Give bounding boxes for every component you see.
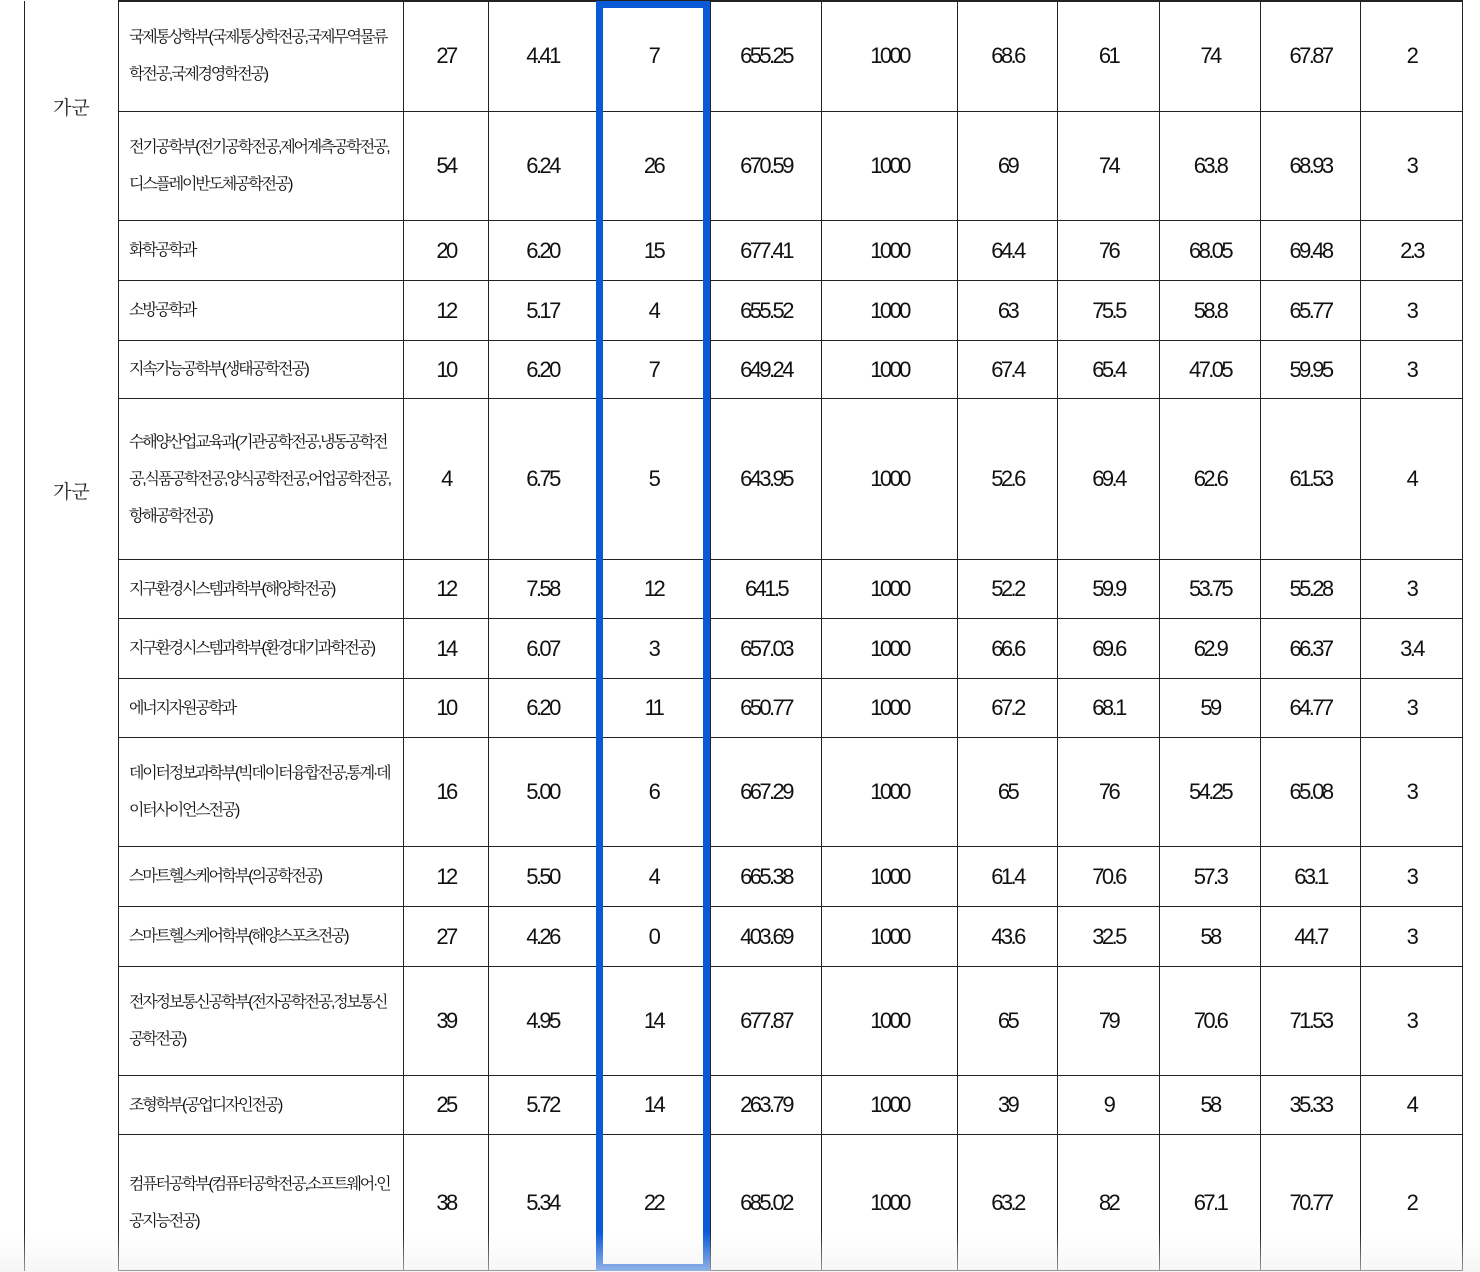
quota-cell: 10 [404, 679, 489, 738]
table-row [25, 341, 1463, 399]
waitlist-rank-cell: 3 [597, 619, 711, 679]
waitlist-rank-cell: 4 [597, 281, 711, 341]
grade-cell: 3 [1361, 112, 1463, 221]
score-avg-cell: 68.93 [1261, 112, 1361, 221]
competition-rate-cell: 5.17 [489, 281, 597, 341]
score-c-cell: 62.9 [1160, 619, 1261, 679]
max-score-cell: 1000 [822, 281, 958, 341]
quota-cell: 25 [404, 1076, 489, 1135]
admission-results-table [24, 0, 1463, 1271]
score-avg-cell: 70.77 [1261, 1135, 1361, 1271]
score-b-cell: 32.5 [1058, 907, 1160, 967]
score-avg-cell: 61.53 [1261, 399, 1361, 560]
score-c-cell: 59 [1160, 679, 1261, 738]
waitlist-rank-cell: 7 [597, 1, 711, 112]
score-c-cell: 54.25 [1160, 738, 1261, 847]
score-a-cell: 39 [958, 1076, 1058, 1135]
score-b-cell: 82 [1058, 1135, 1160, 1271]
table-row [25, 679, 1463, 738]
score-b-cell: 59.9 [1058, 560, 1160, 619]
department-name: 데이터정보과학부(빅데이터융합전공,통계·데이터사이언스전공) [119, 738, 404, 847]
competition-rate-cell: 4.41 [489, 1, 597, 112]
grade-cell: 3 [1361, 341, 1463, 399]
score-a-cell: 65 [958, 738, 1058, 847]
score-b-cell: 65.4 [1058, 341, 1160, 399]
score-a-cell: 66.6 [958, 619, 1058, 679]
total-score-cell: 649.24 [711, 341, 822, 399]
score-a-cell: 67.2 [958, 679, 1058, 738]
department-name: 컴퓨터공학부(컴퓨터공학전공,소프트웨어·인공지능전공) [119, 1135, 404, 1271]
waitlist-rank-cell: 26 [597, 112, 711, 221]
score-c-cell: 57.3 [1160, 847, 1261, 907]
group-label: 가군 [53, 97, 90, 119]
competition-rate-cell: 7.58 [489, 560, 597, 619]
total-score-cell: 665.38 [711, 847, 822, 907]
competition-rate-cell: 6.20 [489, 221, 597, 281]
grade-cell: 3 [1361, 967, 1463, 1076]
department-name: 조형학부(공업디자인전공) [119, 1076, 404, 1135]
score-avg-cell: 63.1 [1261, 847, 1361, 907]
waitlist-rank-cell: 22 [597, 1135, 711, 1271]
quota-cell: 20 [404, 221, 489, 281]
score-c-cell: 63.8 [1160, 112, 1261, 221]
quota-cell: 12 [404, 281, 489, 341]
quota-cell: 14 [404, 619, 489, 679]
score-avg-cell: 55.28 [1261, 560, 1361, 619]
competition-rate-cell: 6.20 [489, 341, 597, 399]
score-b-cell: 61 [1058, 1, 1160, 112]
table-row [25, 907, 1463, 967]
quota-cell: 10 [404, 341, 489, 399]
score-a-cell: 67.4 [958, 341, 1058, 399]
score-avg-cell: 65.77 [1261, 281, 1361, 341]
max-score-cell: 1000 [822, 679, 958, 738]
total-score-cell: 263.79 [711, 1076, 822, 1135]
grade-cell: 3 [1361, 738, 1463, 847]
score-c-cell: 58 [1160, 907, 1261, 967]
score-a-cell: 64.4 [958, 221, 1058, 281]
waitlist-rank-cell: 14 [597, 967, 711, 1076]
max-score-cell: 1000 [822, 619, 958, 679]
competition-rate-cell: 4.95 [489, 967, 597, 1076]
score-a-cell: 52.6 [958, 399, 1058, 560]
table-row [25, 112, 1463, 221]
score-b-cell: 68.1 [1058, 679, 1160, 738]
competition-rate-cell: 5.50 [489, 847, 597, 907]
max-score-cell: 1000 [822, 1076, 958, 1135]
waitlist-rank-cell: 0 [597, 907, 711, 967]
competition-rate-cell: 6.75 [489, 399, 597, 560]
total-score-cell: 677.87 [711, 967, 822, 1076]
score-c-cell: 74 [1160, 1, 1261, 112]
total-score-cell: 677.41 [711, 221, 822, 281]
score-b-cell: 69.6 [1058, 619, 1160, 679]
competition-rate-cell: 5.00 [489, 738, 597, 847]
score-avg-cell: 65.08 [1261, 738, 1361, 847]
score-a-cell: 61.4 [958, 847, 1058, 907]
score-c-cell: 62.6 [1160, 399, 1261, 560]
department-name: 전자정보통신공학부(전자공학전공,정보통신공학전공) [119, 967, 404, 1076]
table-row [25, 560, 1463, 619]
grade-cell: 3.4 [1361, 619, 1463, 679]
competition-rate-cell: 6.07 [489, 619, 597, 679]
department-name: 에너지자원공학과 [119, 679, 404, 738]
quota-cell: 12 [404, 560, 489, 619]
score-b-cell: 75.5 [1058, 281, 1160, 341]
department-name: 지구환경시스템과학부(환경대기과학전공) [119, 619, 404, 679]
max-score-cell: 1000 [822, 341, 958, 399]
score-c-cell: 70.6 [1160, 967, 1261, 1076]
quota-cell: 38 [404, 1135, 489, 1271]
competition-rate-cell: 4.26 [489, 907, 597, 967]
score-c-cell: 58.8 [1160, 281, 1261, 341]
waitlist-rank-cell: 7 [597, 341, 711, 399]
max-score-cell: 1000 [822, 967, 958, 1076]
grade-cell: 2.3 [1361, 221, 1463, 281]
quota-cell: 16 [404, 738, 489, 847]
quota-cell: 27 [404, 907, 489, 967]
total-score-cell: 643.95 [711, 399, 822, 560]
total-score-cell: 670.59 [711, 112, 822, 221]
waitlist-rank-cell: 5 [597, 399, 711, 560]
score-avg-cell: 35.33 [1261, 1076, 1361, 1135]
admission-results-table-container [24, 0, 1463, 1271]
score-b-cell: 74 [1058, 112, 1160, 221]
grade-cell: 3 [1361, 679, 1463, 738]
grade-cell: 3 [1361, 847, 1463, 907]
score-a-cell: 68.6 [958, 1, 1058, 112]
quota-cell: 39 [404, 967, 489, 1076]
department-name: 스마트헬스케어학부(해양스포츠전공) [119, 907, 404, 967]
max-score-cell: 1000 [822, 907, 958, 967]
department-name: 지속가능공학부(생태공학전공) [119, 341, 404, 399]
total-score-cell: 657.03 [711, 619, 822, 679]
score-a-cell: 63 [958, 281, 1058, 341]
score-b-cell: 76 [1058, 738, 1160, 847]
table-row [25, 221, 1463, 281]
department-name: 스마트헬스케어학부(의공학전공) [119, 847, 404, 907]
competition-rate-cell: 5.72 [489, 1076, 597, 1135]
quota-cell: 4 [404, 399, 489, 560]
quota-cell: 12 [404, 847, 489, 907]
max-score-cell: 1000 [822, 1, 958, 112]
total-score-cell: 403.69 [711, 907, 822, 967]
department-name: 국제통상학부(국제통상학전공,국제무역물류학전공,국제경영학전공) [119, 1, 404, 112]
score-avg-cell: 67.87 [1261, 1, 1361, 112]
max-score-cell: 1000 [822, 1135, 958, 1271]
group-cell [25, 1, 119, 1271]
score-b-cell: 69.4 [1058, 399, 1160, 560]
score-b-cell: 70.6 [1058, 847, 1160, 907]
score-c-cell: 53.75 [1160, 560, 1261, 619]
max-score-cell: 1000 [822, 847, 958, 907]
department-name: 전기공학부(전기공학전공,제어계측공학전공,디스플레이반도체공학전공) [119, 112, 404, 221]
score-a-cell: 69 [958, 112, 1058, 221]
table-row [25, 619, 1463, 679]
score-avg-cell: 44.7 [1261, 907, 1361, 967]
grade-cell: 2 [1361, 1135, 1463, 1271]
waitlist-rank-cell: 15 [597, 221, 711, 281]
table-row [25, 967, 1463, 1076]
waitlist-rank-cell: 14 [597, 1076, 711, 1135]
total-score-cell: 650.77 [711, 679, 822, 738]
competition-rate-cell: 6.20 [489, 679, 597, 738]
score-avg-cell: 64.77 [1261, 679, 1361, 738]
department-name: 화학공학과 [119, 221, 404, 281]
table-row [25, 281, 1463, 341]
total-score-cell: 641.5 [711, 560, 822, 619]
table-row [25, 1, 1463, 112]
max-score-cell: 1000 [822, 738, 958, 847]
grade-cell: 3 [1361, 281, 1463, 341]
total-score-cell: 655.25 [711, 1, 822, 112]
competition-rate-cell: 5.34 [489, 1135, 597, 1271]
department-name: 수해양산업교육과(기관공학전공,냉동공학전공,식품공학전공,양식공학전공,어업공학전공,항해공학전공) [119, 399, 404, 560]
table-row [25, 847, 1463, 907]
score-c-cell: 47.05 [1160, 341, 1261, 399]
total-score-cell: 685.02 [711, 1135, 822, 1271]
waitlist-rank-cell: 4 [597, 847, 711, 907]
score-a-cell: 63.2 [958, 1135, 1058, 1271]
max-score-cell: 1000 [822, 112, 958, 221]
competition-rate-cell: 6.24 [489, 112, 597, 221]
grade-cell: 3 [1361, 560, 1463, 619]
quota-cell: 27 [404, 1, 489, 112]
department-name: 지구환경시스템과학부(해양학전공) [119, 560, 404, 619]
max-score-cell: 1000 [822, 560, 958, 619]
department-name: 소방공학과 [119, 281, 404, 341]
max-score-cell: 1000 [822, 399, 958, 560]
score-avg-cell: 59.95 [1261, 341, 1361, 399]
total-score-cell: 667.29 [711, 738, 822, 847]
score-b-cell: 9 [1058, 1076, 1160, 1135]
score-c-cell: 58 [1160, 1076, 1261, 1135]
score-a-cell: 52.2 [958, 560, 1058, 619]
waitlist-rank-cell: 12 [597, 560, 711, 619]
score-avg-cell: 71.53 [1261, 967, 1361, 1076]
group-label: 가군 [53, 481, 90, 503]
score-c-cell: 68.05 [1160, 221, 1261, 281]
grade-cell: 2 [1361, 1, 1463, 112]
total-score-cell: 655.52 [711, 281, 822, 341]
quota-cell: 54 [404, 112, 489, 221]
score-b-cell: 76 [1058, 221, 1160, 281]
table-row [25, 1076, 1463, 1135]
table-row [25, 399, 1463, 560]
table-row [25, 1135, 1463, 1271]
score-a-cell: 65 [958, 967, 1058, 1076]
score-b-cell: 79 [1058, 967, 1160, 1076]
grade-cell: 3 [1361, 907, 1463, 967]
max-score-cell: 1000 [822, 221, 958, 281]
waitlist-rank-cell: 11 [597, 679, 711, 738]
table-row [25, 738, 1463, 847]
score-avg-cell: 66.37 [1261, 619, 1361, 679]
table-top-border [118, 0, 1463, 2]
score-a-cell: 43.6 [958, 907, 1058, 967]
grade-cell: 4 [1361, 399, 1463, 560]
score-avg-cell: 69.48 [1261, 221, 1361, 281]
waitlist-rank-cell: 6 [597, 738, 711, 847]
grade-cell: 4 [1361, 1076, 1463, 1135]
score-c-cell: 67.1 [1160, 1135, 1261, 1271]
